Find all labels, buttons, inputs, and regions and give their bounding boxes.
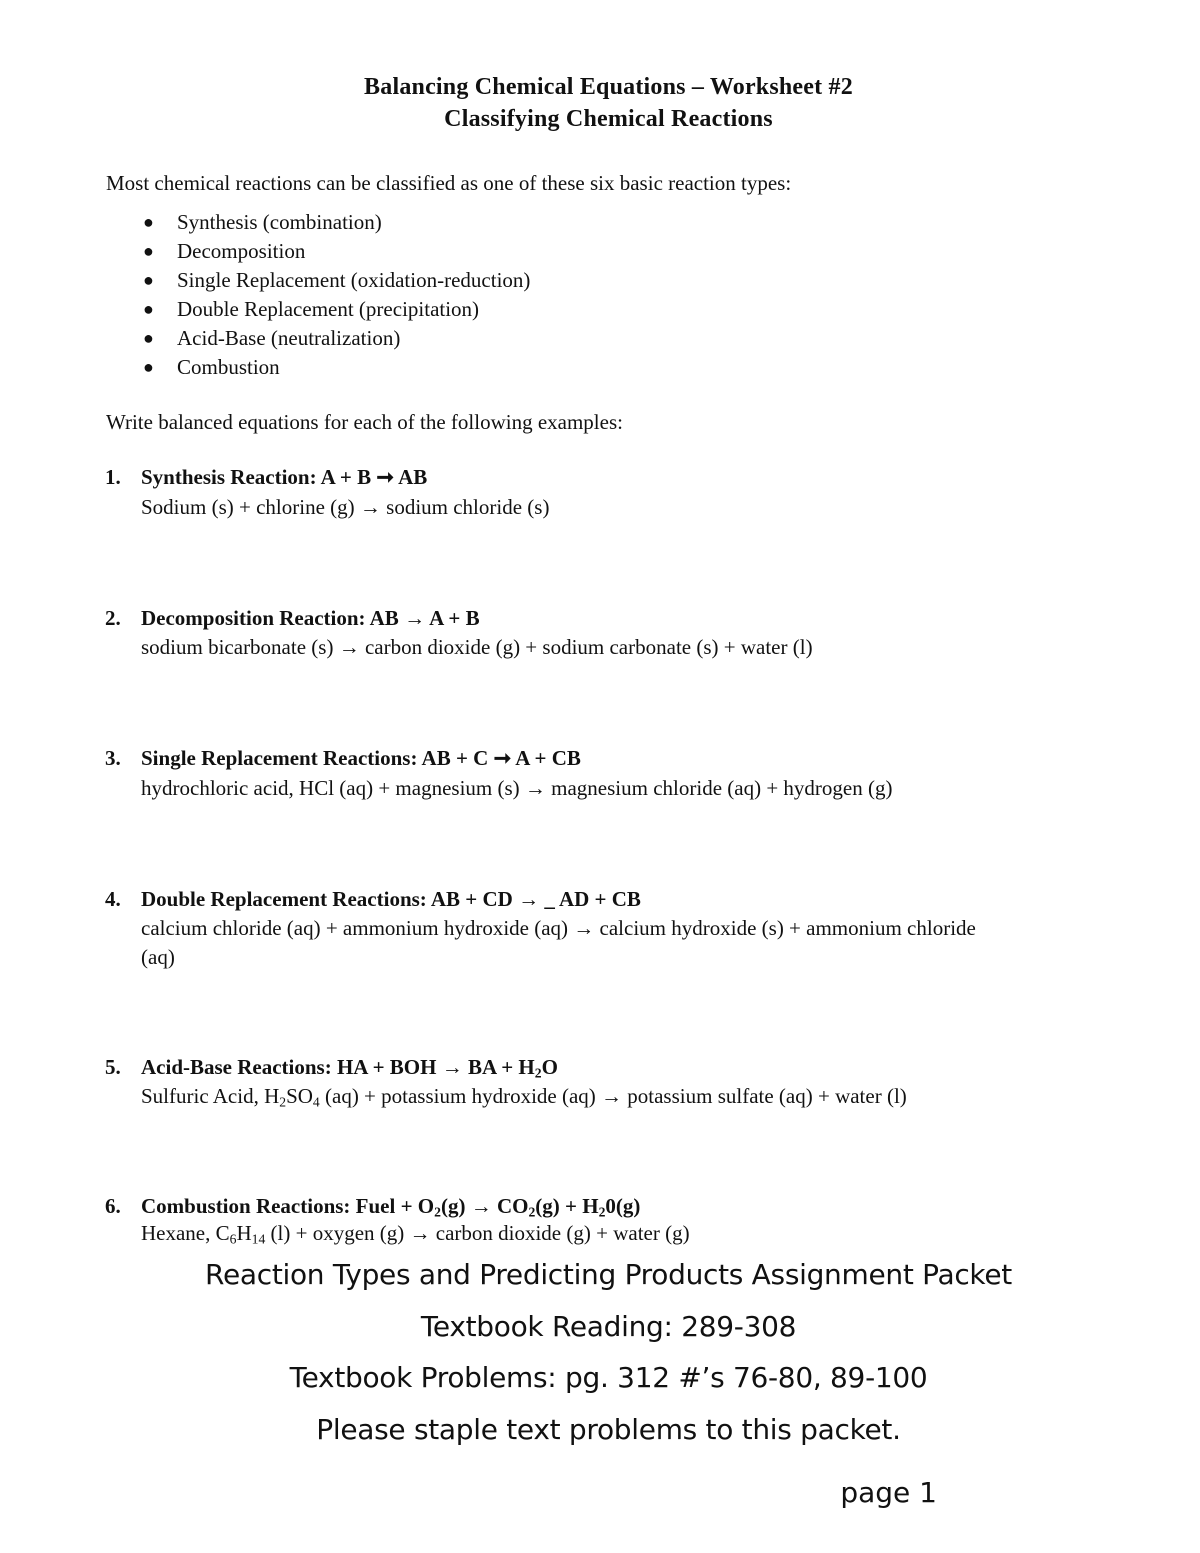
bullet-icon: ● xyxy=(143,357,154,377)
problem-title: Single Replacement Reactions: AB + C ➞ A + CB xyxy=(141,746,581,770)
staple-note: Please staple text problems to this packet. xyxy=(316,1413,901,1446)
textbook-problems: Textbook Problems: pg. 312 #’s 76-80, 89-100 xyxy=(289,1361,928,1394)
bullet-icon: ● xyxy=(143,328,154,348)
problem-equation-continued: (aq) xyxy=(141,945,175,969)
problem-equation: sodium bicarbonate (s) → carbon dioxide (g) + sodium carbonate (s) + water (l) xyxy=(141,635,813,659)
textbook-reading: Textbook Reading: 289-308 xyxy=(420,1310,797,1343)
bullet-icon: ● xyxy=(143,241,154,261)
list-item: ● Decomposition xyxy=(140,237,530,266)
problem-number: 3. xyxy=(105,746,121,770)
page-number: page 1 xyxy=(840,1476,937,1509)
list-item: ● Single Replacement (oxidation-reduction) xyxy=(140,266,530,295)
problem-number: 6. xyxy=(105,1194,121,1218)
problem-title: Acid-Base Reactions: HA + BOH → BA + $H_2O$ xyxy=(141,1055,558,1081)
list-item: ● Combustion xyxy=(140,353,530,382)
list-item: ● Double Replacement (precipitation) xyxy=(140,295,530,324)
problem-number: 2. xyxy=(105,606,121,630)
worksheet-title: Balancing Chemical Equations – Worksheet #2 xyxy=(364,74,853,100)
problem-title: Double Replacement Reactions: AB + CD → _ AD + CB xyxy=(141,887,641,911)
bullet-icon: ● xyxy=(143,270,154,290)
list-item: ● Synthesis (combination) xyxy=(140,208,530,237)
problem-equation: Hexane, $C_6H_{14}$ (l) + oxygen (g) → carbon dioxide (g) + water (g) xyxy=(141,1221,690,1247)
problem-equation: calcium chloride (aq) + ammonium hydroxide (aq) → calcium hydroxide (s) + ammonium chloride xyxy=(141,916,976,940)
problem-equation: Sodium (s) + chlorine (g) → sodium chloride (s) xyxy=(141,495,550,519)
problem-equation: Sulfuric Acid, $H_2SO_4$ (aq) + potassium hydroxide (aq) → potassium sulfate (aq) + water (l) xyxy=(141,1084,907,1110)
problem-title: Decomposition Reaction: AB → A + B xyxy=(141,606,480,630)
problem-number: 5. xyxy=(105,1055,121,1079)
problem-number: 1. xyxy=(105,465,121,489)
problem-title: Combustion Reactions: Fuel + $O_2(g) \to CO_2(g) + H_20(g)$ xyxy=(141,1194,641,1220)
intro-text: Most chemical reactions can be classified as one of these six basic reaction types: xyxy=(106,171,792,195)
worksheet-subtitle: Classifying Chemical Reactions xyxy=(444,106,773,132)
instructions-text: Write balanced equations for each of the following examples: xyxy=(106,410,623,434)
list-item: ● Acid-Base (neutralization) xyxy=(140,324,530,353)
problem-title: Synthesis Reaction: A + B ➞ AB xyxy=(141,465,428,489)
bullet-icon: ● xyxy=(143,212,154,232)
reaction-type-list xyxy=(140,208,530,382)
bullet-icon: ● xyxy=(143,299,154,319)
problem-equation: hydrochloric acid, HCl (aq) + magnesium (s) → magnesium chloride (aq) + hydrogen (g) xyxy=(141,776,893,800)
packet-title: Reaction Types and Predicting Products Assignment Packet xyxy=(205,1258,1012,1291)
problem-number: 4. xyxy=(105,887,121,911)
